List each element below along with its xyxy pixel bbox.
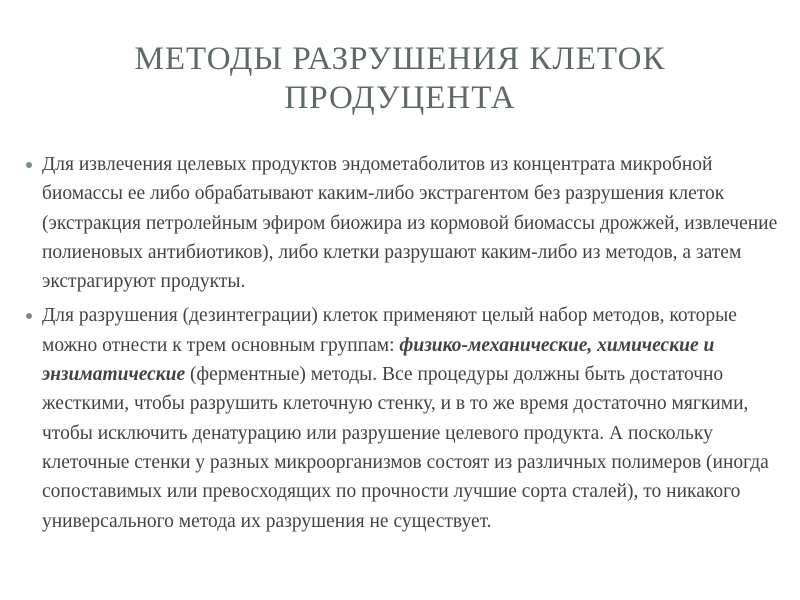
bullet-text-2: [42, 305, 769, 531]
emphasis-physical-mechanical: физико-механические,: [399, 334, 593, 356]
bullet-dot-icon: [26, 313, 32, 319]
slide-title: [40, 40, 760, 118]
slide-body: [26, 150, 786, 541]
emphasis-chemical: химические: [597, 334, 699, 356]
bullet-2-part-5: (ферментные) методы. Все процедуры должны быть достаточно жесткими, чтобы разрушить клеточную стенку, и в то же время достаточно мягкими, чтобы исключить денатурацию или разрушение целевого продукта. А поскольку клеточные стенки у разных микроорганизмов состоят из различных полимеров (иногда сопоставимых или превосходящих по прочности лучшие сорта сталей), то никакого универсального метода их разрушения не существует.: [42, 364, 769, 532]
bullet-item-2: [26, 301, 786, 535]
bullet-dot-icon: [26, 162, 32, 168]
bullet-text-1: Для извлечения целевых продуктов эндометаболитов из концентрата микробной биомассы ее либо обрабатывают каким-либо экстрагентом без разрушения клеток (экстракция петролейным эфиром биожира из кормовой биомассы дрожжей, извлечение полиеновых антибиотиков), либо клетки разрушают каким-либо из методов, а затем экстрагируют продукты.: [42, 154, 778, 293]
slide-title-line-2: ПРОДУЦЕНТА: [284, 80, 516, 116]
emphasis-and: и: [703, 334, 715, 356]
bullet-item-1: [26, 150, 786, 296]
emphasis-enzymatic: энзиматические: [42, 364, 186, 386]
slide-title-line-1: МЕТОДЫ РАЗРУШЕНИЯ КЛЕТОК: [134, 41, 666, 77]
bullet-2-part-1: Для разрушения (дезинтеграции) клеток применяют целый набор методов, которые можно отнести к трем основным группам:: [42, 305, 737, 356]
